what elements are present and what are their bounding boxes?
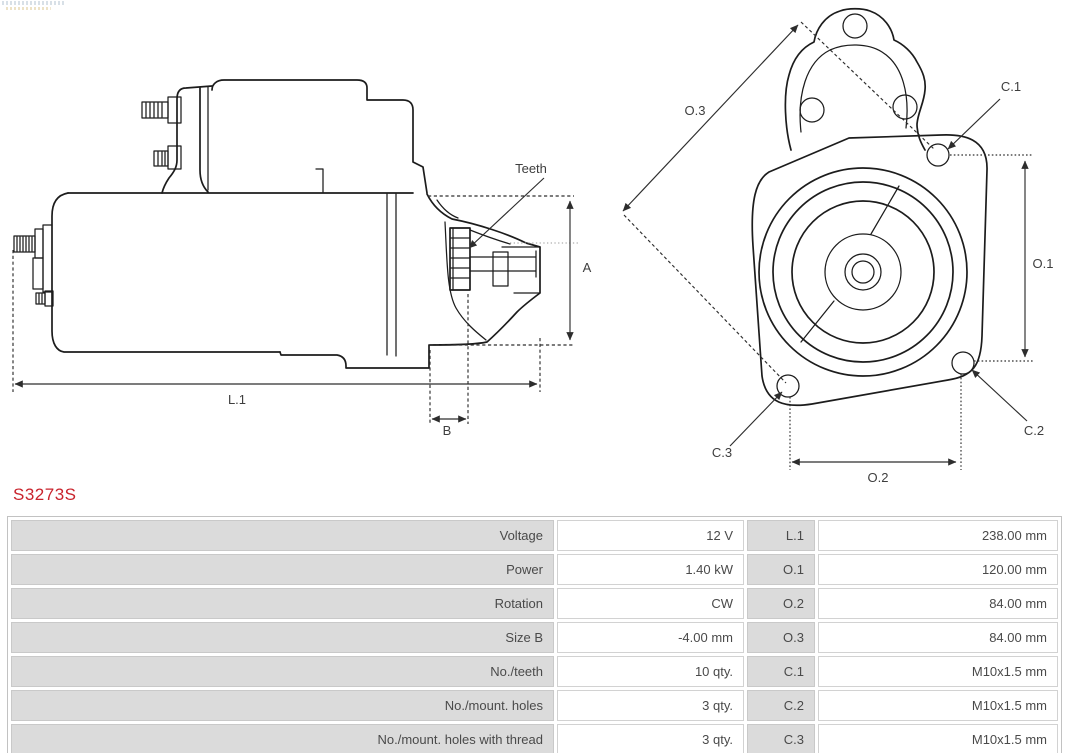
dim-label-l1: L.1 xyxy=(227,392,247,407)
dim-code: O.2 xyxy=(747,588,815,619)
spec-value: CW xyxy=(557,588,744,619)
dim-code: C.2 xyxy=(747,690,815,721)
drive-end-housing xyxy=(427,194,540,345)
dim-value: M10x1.5 mm xyxy=(818,690,1058,721)
dim-label-c3: C.3 xyxy=(711,445,733,460)
dim-code: L.1 xyxy=(747,520,815,551)
spec-table xyxy=(7,516,1062,753)
part-number: S3273S xyxy=(13,485,77,504)
dim-label-b: B xyxy=(442,423,452,438)
dim-label-c1: C.1 xyxy=(1000,79,1022,94)
dim-value: 238.00 mm xyxy=(818,520,1058,551)
spec-value: 12 V xyxy=(557,520,744,551)
spec-value: 1.40 kW xyxy=(557,554,744,585)
dim-code: O.1 xyxy=(747,554,815,585)
mounting-hole-c1 xyxy=(927,144,949,166)
dim-value: 84.00 mm xyxy=(818,588,1058,619)
spec-row-rotation xyxy=(11,588,1058,619)
dim-value: 120.00 mm xyxy=(818,554,1058,585)
dim-label-o3: O.3 xyxy=(684,103,706,118)
spec-row-power xyxy=(11,554,1058,585)
c3-leader-line xyxy=(730,392,782,446)
spec-row-teeth xyxy=(11,656,1058,687)
spec-label: No./mount. holes xyxy=(11,690,554,721)
dim-label-c2: C.2 xyxy=(1023,423,1045,438)
dim-code: O.3 xyxy=(747,622,815,653)
dim-label-o2: O.2 xyxy=(867,470,889,485)
motor-body-outline xyxy=(52,193,280,352)
spec-label: No./teeth xyxy=(11,656,554,687)
right-lug-hole xyxy=(893,95,917,119)
left-lug-hole xyxy=(800,98,824,122)
spec-label: No./mount. holes with thread xyxy=(11,724,554,753)
dim-label-o1: O.1 xyxy=(1032,256,1054,271)
solenoid xyxy=(142,80,427,193)
spec-row-mount-holes xyxy=(11,690,1058,721)
spec-row-size-b xyxy=(11,622,1058,653)
side-view-drawing xyxy=(13,80,592,438)
shaft-bore xyxy=(852,261,874,283)
spec-row-voltage xyxy=(11,520,1058,551)
dim-label-teeth: Teeth xyxy=(515,161,547,176)
spec-value: 3 qty. xyxy=(557,724,744,753)
dim-value: 84.00 mm xyxy=(818,622,1058,653)
spec-row-mount-holes-thread xyxy=(11,724,1058,753)
top-lug-hole xyxy=(843,14,867,38)
dim-code: C.1 xyxy=(747,656,815,687)
dim-line-o3 xyxy=(623,25,798,211)
spec-label: Voltage xyxy=(11,520,554,551)
spec-value: 10 qty. xyxy=(557,656,744,687)
dim-value: M10x1.5 mm xyxy=(818,724,1058,753)
motor-face-circles xyxy=(759,168,967,376)
dim-value: M10x1.5 mm xyxy=(818,656,1058,687)
teeth-leader-line xyxy=(469,178,544,248)
spec-label: Size B xyxy=(11,622,554,653)
spec-label: Power xyxy=(11,554,554,585)
c2-leader-line xyxy=(972,370,1027,421)
spec-label: Rotation xyxy=(11,588,554,619)
dim-label-a: A xyxy=(582,260,592,275)
front-view-drawing xyxy=(623,9,1053,485)
motor-terminal-bolts xyxy=(14,225,53,306)
mounting-hole-c2 xyxy=(952,352,974,374)
dim-code: C.3 xyxy=(747,724,815,753)
spec-value: -4.00 mm xyxy=(557,622,744,653)
spec-value: 3 qty. xyxy=(557,690,744,721)
